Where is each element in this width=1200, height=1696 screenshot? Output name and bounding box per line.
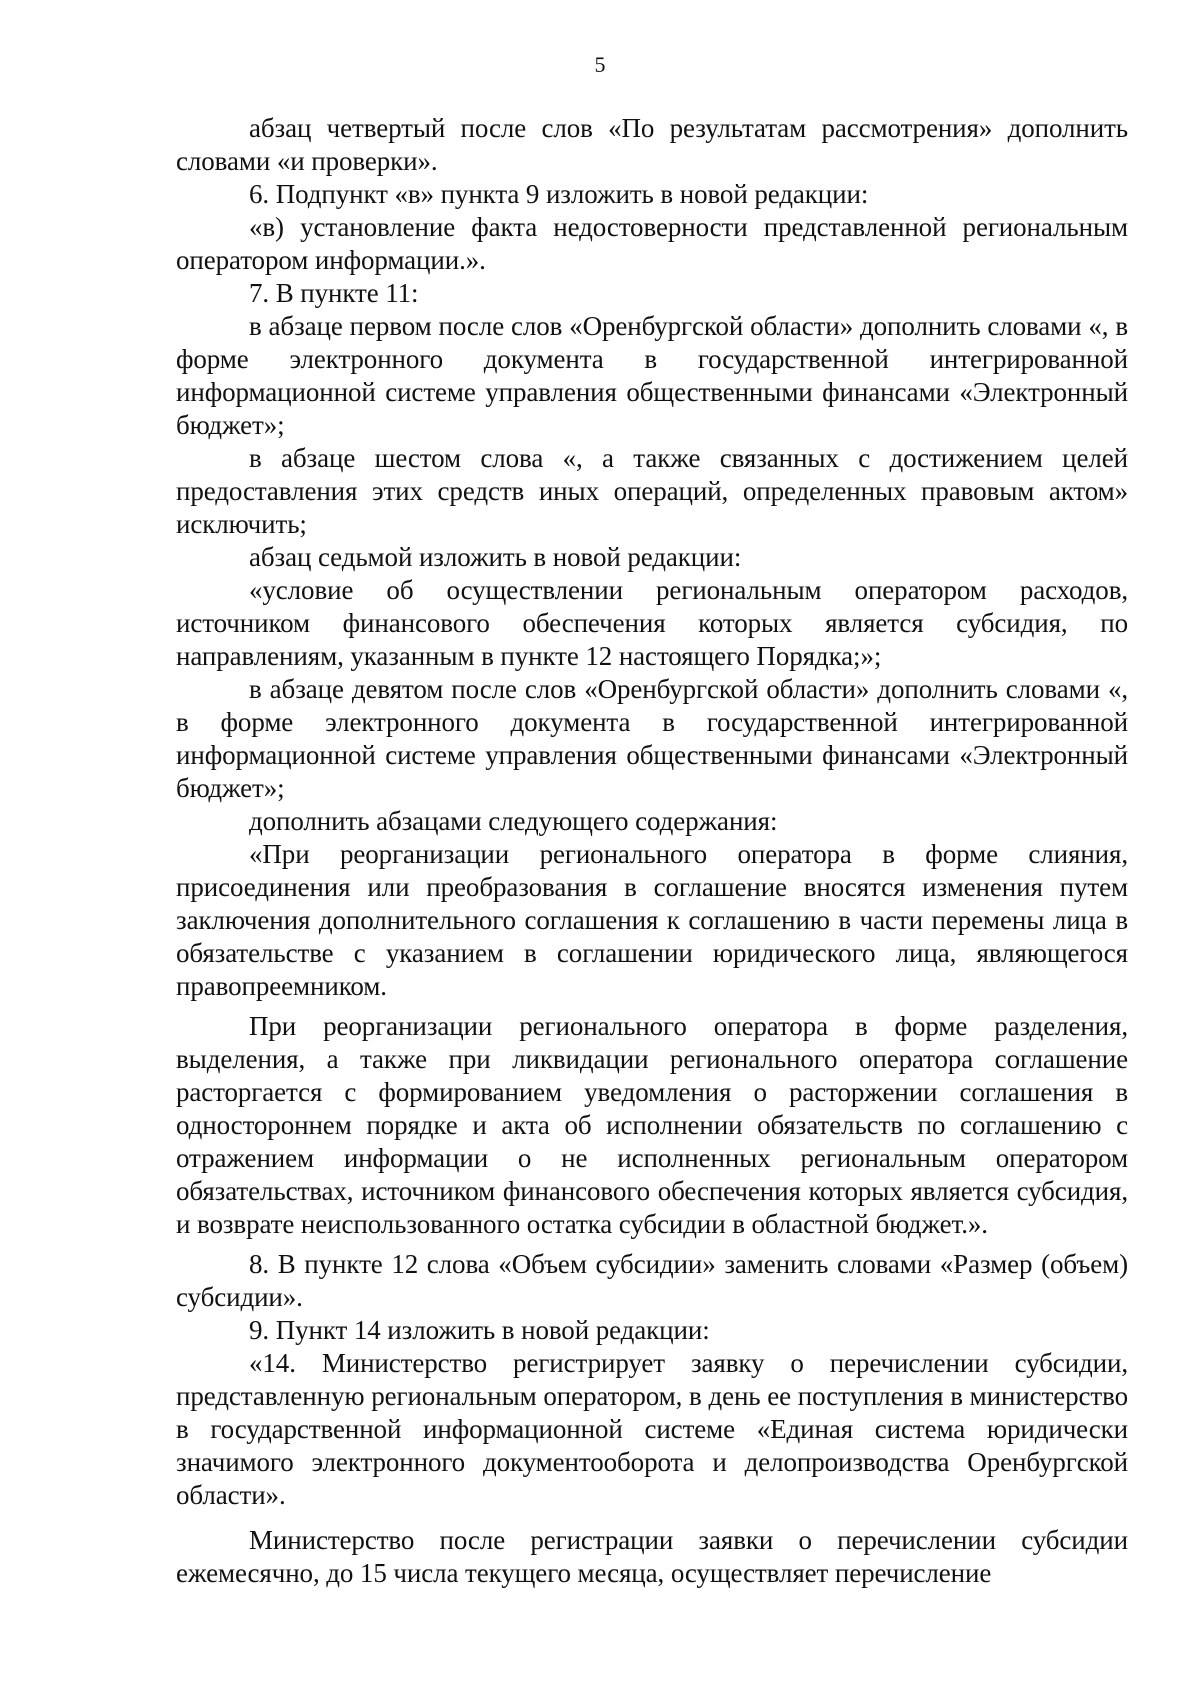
paragraph-uslovie: «условие об осуществлении региональным оператором расходов, источником финансового обеспечения которых является субсидия, по направлениям, указанным в пункте 12 настоящего Порядка;»; — [176, 575, 1128, 671]
paragraph-reorganizaciya-sliyanie: «При реорганизации регионального оператора в форме слияния, присоединения или преобразования в соглашение вносятся изменения путем заключения дополнительного соглашения к соглашению в части перемены лица в обязательстве с указанием в соглашении юридического лица, являющегося правопреемником. — [176, 839, 1128, 1001]
paragraph-item-8: 8. В пункте 12 слова «Объем субсидии» заменить словами «Размер (объем) субсидии». — [176, 1249, 1128, 1312]
paragraph-abzac-deviatyi: в абзаце девятом после слов «Оренбургской области» дополнить словами «, в форме электронного документа в государственной интегрированной информационной системе управления общественными финансами «Электронный бюджет»; — [176, 674, 1128, 803]
paragraph-reorganizaciya-razdelenie: При реорганизации регионального оператора в форме разделения, выделения, а также при ликвидации регионального оператора соглашение расторгается с формированием уведомления о расторжении соглашения в одностороннем порядке и акта об исполнении обязательств по соглашению с отражением информации о не исполненных региональным оператором обязательствах, источником финансового обеспечения которых является субсидия, и возврате неиспользованного остатка субсидии в областной бюджет.». — [176, 1011, 1128, 1239]
document-body — [176, 112, 1128, 1590]
paragraph-abzac-pervyi: в абзаце первом после слов «Оренбургской области» дополнить словами «, в форме электронного документа в государственной интегрированной информационной системе управления общественными финансами «Электронный бюджет»; — [176, 311, 1128, 440]
paragraph-abzac-sedmoi: абзац седьмой изложить в новой редакции: — [249, 542, 742, 572]
paragraph-abzac-chetvertyi: абзац четвертый после слов «По результатам рассмотрения» дополнить словами «и проверки». — [176, 113, 1128, 176]
paragraph-dopolnit: дополнить абзацами следующего содержания: — [249, 806, 778, 836]
paragraph-item-9: 9. Пункт 14 изложить в новой редакции: — [249, 1315, 710, 1345]
paragraph-ministerstvo-perechislenie: Министерство после регистрации заявки о перечислении субсидии ежемесячно, до 15 числа текущего месяца, осуществляет перечисление — [176, 1525, 1128, 1588]
paragraph-item-14: «14. Министерство регистрирует заявку о перечислении субсидии, представленную региональным оператором, в день ее поступления в министерство в государственной информационной системе «Единая система юридически значимого электронного документооборота и делопроизводства Оренбургской области». — [176, 1348, 1128, 1510]
paragraph-abzac-shestoi: в абзаце шестом слова «, а также связанных с достижением целей предоставления этих средств иных операций, определенных правовым актом» исключить; — [176, 443, 1128, 539]
page-number: 5 — [594, 52, 606, 77]
paragraph-item-6: 6. Подпункт «в» пункта 9 изложить в новой редакции: — [249, 179, 869, 209]
paragraph-item-6-text: «в) установление факта недостоверности представленной региональным оператором информации.». — [176, 212, 1128, 275]
paragraph-item-7: 7. В пункте 11: — [249, 278, 419, 308]
